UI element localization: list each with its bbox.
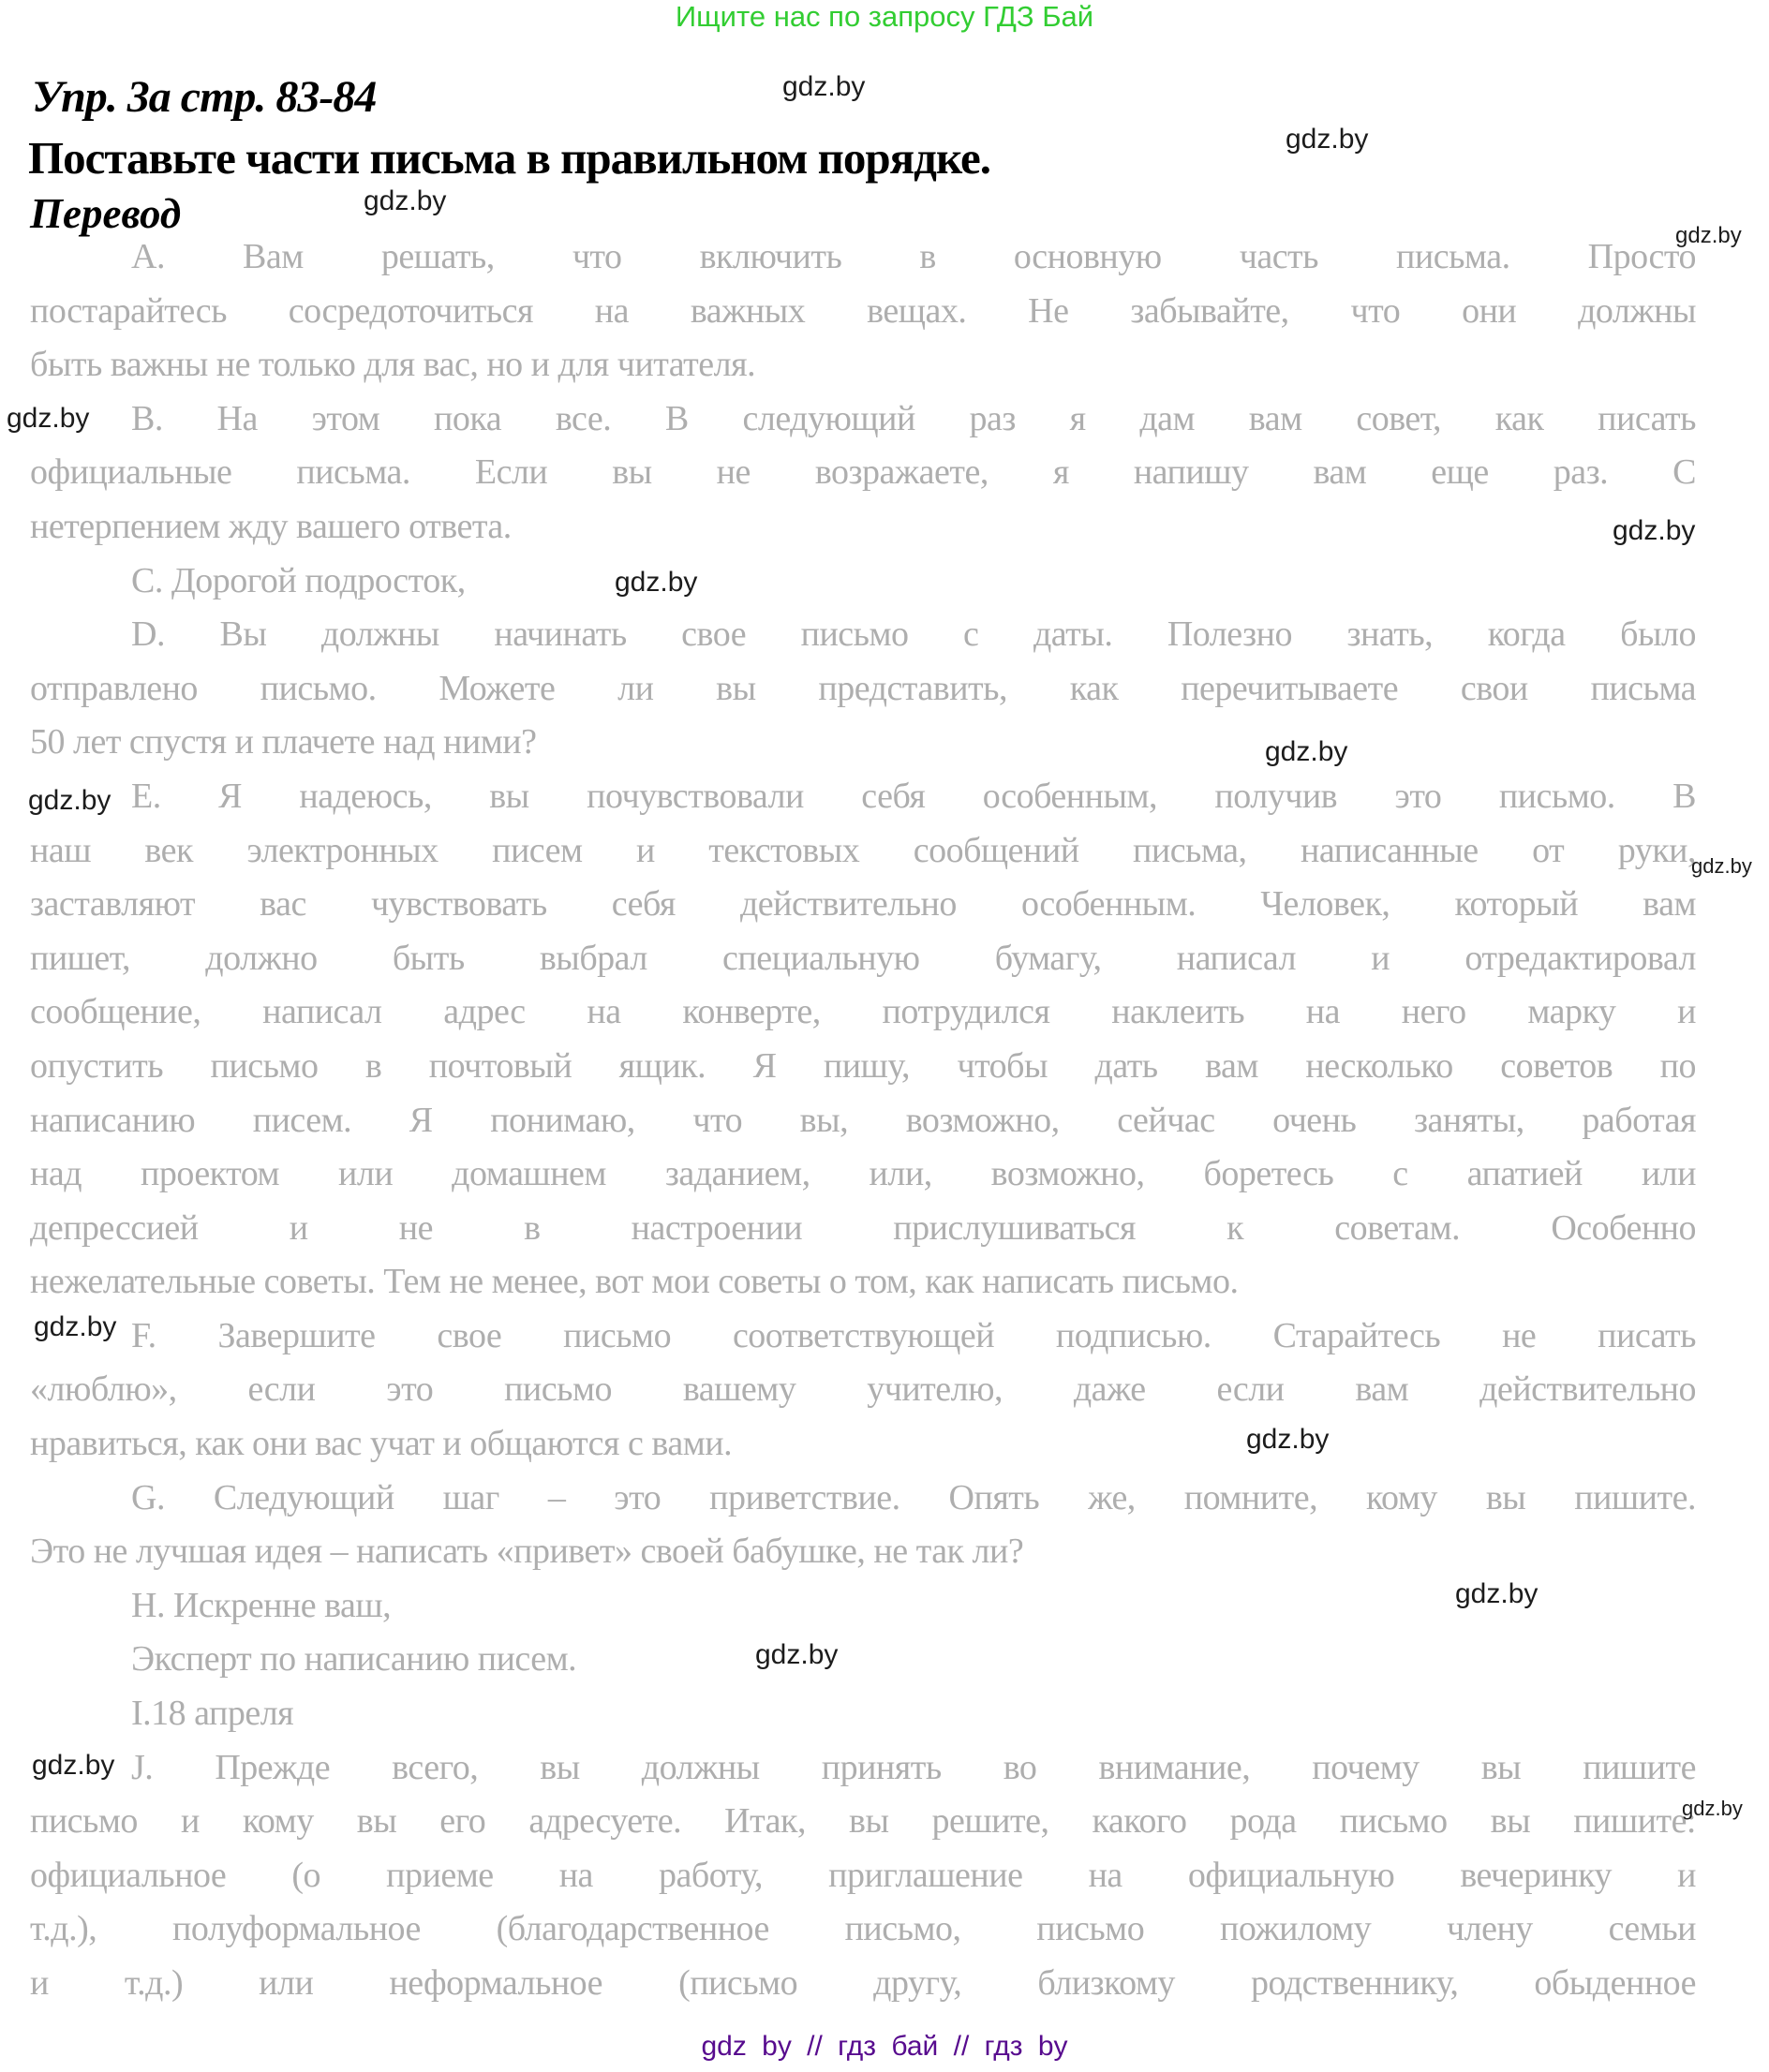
text-line-paragraph-E: Е. Я надеюсь, вы почувствовали себя особенным, получив это письмо. В bbox=[131, 776, 1696, 816]
watermark-gdzby: gdz.by bbox=[1613, 515, 1696, 546]
watermark-gdzby: gdz.by bbox=[615, 567, 698, 598]
text-line-paragraph-B: В. На этом пока все. В следующий раз я дам вам совет, как писать bbox=[131, 398, 1696, 438]
text-line-paragraph-B: нетерпением жду вашего ответа. bbox=[30, 506, 512, 546]
text-line-paragraph-E: депрессией и не в настроении прислушиваться к советам. Особенно bbox=[30, 1207, 1696, 1248]
watermark-gdzby: gdz.by bbox=[755, 1639, 839, 1670]
watermark-gdzby: gdz.by bbox=[7, 403, 90, 434]
text-line-paragraph-A: постарайтесь сосредоточиться на важных вещах. Не забывайте, что они должны bbox=[30, 290, 1696, 331]
text-line-paragraph-J: письмо и кому вы его адресуете. Итак, вы решите, какого рода письмо вы пишите: bbox=[30, 1801, 1696, 1842]
watermark-gdzby: gdz.by bbox=[1691, 854, 1752, 878]
text-line-paragraph-H: Эксперт по написанию писем. bbox=[131, 1639, 577, 1680]
watermark-gdzby: gdz.by bbox=[1286, 124, 1369, 155]
watermark-gdzby: gdz.by bbox=[1246, 1424, 1330, 1455]
text-line-paragraph-E: нежелательные советы. Тем не менее, вот мои советы о том, как написать письмо. bbox=[30, 1262, 1239, 1302]
text-line-paragraph-G: G. Следующий шаг – это приветствие. Опять же, помните, кому вы пишите. bbox=[131, 1477, 1696, 1517]
translation-label: Перевод bbox=[30, 190, 182, 237]
watermark-gdzby: gdz.by bbox=[1455, 1578, 1539, 1609]
text-line-paragraph-J: т.д.), полуформальное (благодарственное письмо, письмо пожилому члену семьи bbox=[30, 1909, 1696, 1949]
watermark-gdzby: gdz.by bbox=[1265, 736, 1348, 767]
text-line-paragraph-E: наш век электронных писем и текстовых сообщений письма, написанные от руки, bbox=[30, 830, 1696, 870]
text-line-paragraph-F: F. Завершите свое письмо соответствующей подписью. Старайтесь не писать bbox=[131, 1315, 1696, 1355]
watermark-gdzby: gdz.by bbox=[34, 1311, 117, 1342]
text-line-paragraph-A: А. Вам решать, что включить в основную часть письма. Просто bbox=[131, 237, 1696, 276]
text-line-paragraph-E: заставляют вас чувствовать себя действительно особенным. Человек, который вам bbox=[30, 884, 1696, 925]
exercise-title: Упр. 3а стр. 83-84 bbox=[32, 72, 377, 122]
text-line-paragraph-F: «люблю», если это письмо вашему учителю, даже если вам действительно bbox=[30, 1369, 1696, 1410]
text-line-paragraph-J: J. Прежде всего, вы должны принять во внимание, почему вы пишите bbox=[131, 1747, 1696, 1787]
watermark-gdzby: gdz.by bbox=[32, 1750, 115, 1781]
watermark-gdzby: gdz.by bbox=[782, 71, 866, 102]
text-line-paragraph-D: D. Вы должны начинать свое письмо с даты. Полезно знать, когда было bbox=[131, 614, 1696, 655]
translation-text bbox=[30, 230, 1696, 2011]
text-line-paragraph-H: Н. Искренне ваш, bbox=[131, 1585, 392, 1625]
task-title: Поставьте части письма в правильном порядке. bbox=[28, 132, 990, 184]
text-line-paragraph-B: официальные письма. Если вы не возражаете, я напишу вам еще раз. С bbox=[30, 452, 1696, 493]
footer-links[interactable]: gdz by // гдз бай // гдз by bbox=[701, 2031, 1068, 2062]
text-line-paragraph-F: нравиться, как они вас учат и общаются с вами. bbox=[30, 1424, 733, 1464]
text-line-paragraph-A: быть важны не только для вас, но и для читателя. bbox=[30, 345, 756, 385]
watermark-gdzby: gdz.by bbox=[1682, 1797, 1743, 1820]
text-line-paragraph-G: Это не лучшая идея – написать «привет» своей бабушке, не так ли? bbox=[30, 1532, 1024, 1572]
promo-banner: Ищите нас по запросу ГДЗ Бай bbox=[675, 0, 1094, 33]
text-line-paragraph-E: пишет, должно быть выбрал специальную бумагу, написал и отредактировал bbox=[30, 938, 1696, 978]
text-line-paragraph-D: отправлено письмо. Можете ли вы представить, как перечитываете свои письма bbox=[30, 668, 1696, 708]
text-line-paragraph-E: сообщение, написал адрес на конверте, потрудился наклеить на него марку и bbox=[30, 992, 1696, 1032]
text-line-paragraph-C: С. Дорогой подросток, bbox=[131, 560, 466, 600]
text-line-paragraph-D: 50 лет спустя и плачете над ними? bbox=[30, 722, 537, 762]
text-line-paragraph-J: и т.д.) или неформальное (письмо другу, близкому родственнику, обыденное bbox=[30, 1963, 1696, 2003]
watermark-gdzby: gdz.by bbox=[28, 785, 111, 816]
text-line-paragraph-E: написанию писем. Я понимаю, что вы, возможно, сейчас очень заняты, работая bbox=[30, 1100, 1696, 1140]
watermark-gdzby: gdz.by bbox=[1675, 223, 1742, 248]
watermark-gdzby: gdz.by bbox=[364, 185, 447, 216]
text-line-paragraph-E: опустить письмо в почтовый ящик. Я пишу, чтобы дать вам несколько советов по bbox=[30, 1045, 1696, 1086]
text-line-paragraph-I: I.18 апреля bbox=[131, 1694, 294, 1734]
text-line-paragraph-J: официальное (о приеме на работу, приглашение на официальную вечеринку и bbox=[30, 1855, 1696, 1895]
text-line-paragraph-E: над проектом или домашнем заданием, или, возможно, боретесь с апатией или bbox=[30, 1154, 1696, 1194]
